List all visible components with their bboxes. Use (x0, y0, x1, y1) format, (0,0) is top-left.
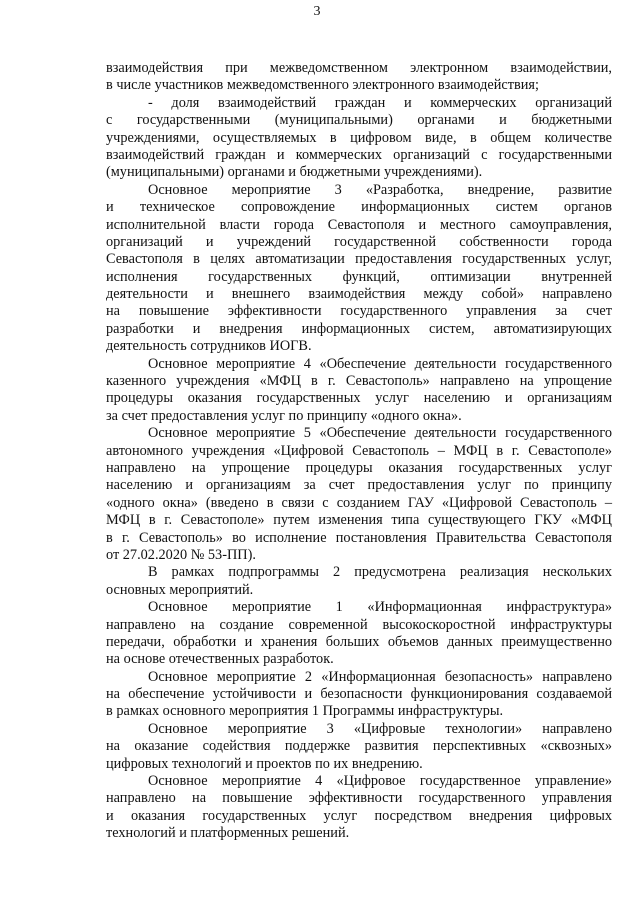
text-line: основных мероприятий. (106, 581, 254, 598)
text-line: в рамках основного мероприятия 1 Программы инфраструктуры. (106, 703, 504, 720)
text-line: направлено на упрощение процедуры оказания государственных услуг (106, 459, 612, 476)
text-line: в г. Севастополь» во исполнение постановления Правительства Севастополя (106, 529, 612, 546)
text-line: направлено на создание современной высокоскоростной инфраструктуры (106, 616, 612, 633)
text-line: процедуры оказания государственных услуг населению и организациям (106, 390, 612, 407)
text-line: Основное мероприятие 5 «Обеспечение деятельности государственного (148, 425, 612, 442)
text-line: (муниципальными) органами и бюджетными учреждениями). (106, 164, 483, 181)
text-line: Основное мероприятие 4 «Обеспечение деятельности государственного (148, 355, 612, 372)
text-line: казенного учреждения «МФЦ в г. Севастополь» направлено на упрощение (106, 373, 612, 390)
text-line: Севастополя в целях автоматизации предоставления государственных услуг, (106, 251, 612, 268)
text-line: Основное мероприятие 2 «Информационная безопасность» направлено (148, 668, 612, 685)
text-line: технологий и платформенных решений. (106, 825, 350, 842)
text-line: учреждениями, осуществляемых в цифровом виде, в общем количестве (106, 129, 612, 146)
text-line: на повышение эффективности государственного управления за счет (106, 303, 612, 320)
text-line: взаимодействий граждан и коммерческих организаций с государственными (106, 146, 612, 163)
text-line: Основное мероприятие 3 «Разработка, внедрение, развитие (148, 181, 612, 198)
text-line: Основное мероприятие 4 «Цифровое государственное управление» (148, 773, 612, 790)
text-line: цифровых технологий и проектов по их внедрению. (106, 755, 423, 772)
text-line: В рамках подпрограммы 2 предусмотрена реализация нескольких (148, 564, 612, 581)
text-line: в числе участников межведомственного электронного взаимодействия; (106, 77, 539, 94)
text-line: «одного окна» (введено в связи с созданием ГАУ «Цифровой Севастополь – (106, 494, 612, 511)
text-line: с государственными (муниципальными) органами и бюджетными (106, 112, 612, 129)
text-line: на основе отечественных разработок. (106, 651, 334, 668)
text-line: на обеспечение устойчивости и безопасности функционирования создаваемой (106, 686, 612, 703)
text-line: направлено на повышение эффективности государственного управления (106, 790, 612, 807)
text-line: за счет предоставления услуг по принципу «одного окна». (106, 407, 462, 424)
text-line: деятельности и внешнего взаимодействия между собой» направлено (106, 286, 612, 303)
body-text (106, 60, 612, 843)
text-line: на оказание содействия поддержке развития перспективных «сквозных» (106, 738, 612, 755)
text-line: и оказания государственных услуг посредством внедрения цифровых (106, 807, 612, 824)
text-line: организаций и учреждений государственной собственности города (106, 233, 612, 250)
text-line: Основное мероприятие 1 «Информационная инфраструктура» (148, 599, 612, 616)
text-line: Основное мероприятие 3 «Цифровые технологии» направлено (148, 720, 612, 737)
text-line: населению и организациям за счет предоставления услуг по принципу (106, 477, 612, 494)
text-line: исполнения государственных функций, оптимизации внутренней (106, 268, 612, 285)
text-line: - доля взаимодействий граждан и коммерческих организаций (148, 94, 612, 111)
text-line: взаимодействия при межведомственном электронном взаимодействии, (106, 60, 612, 76)
text-line: МФЦ в г. Севастополе» путем изменения типа существующего ГКУ «МФЦ (106, 512, 612, 529)
text-line: исполнительной власти города Севастополя и местного самоуправления, (106, 216, 612, 233)
text-line: автономного учреждения «Цифровой Севастополь – МФЦ в г. Севастополе» (106, 442, 612, 459)
page-number: 3 (313, 4, 321, 19)
text-line: деятельность сотрудников ИОГВ. (106, 338, 312, 355)
text-line: от 27.02.2020 № 53-ПП). (106, 546, 256, 563)
text-line: передачи, обработки и хранения больших объемов данных преимущественно (106, 633, 612, 650)
text-line: разработки и внедрения информационных систем, автоматизирующих (106, 320, 612, 337)
text-line: и техническое сопровождение информационных систем органов (106, 199, 612, 216)
